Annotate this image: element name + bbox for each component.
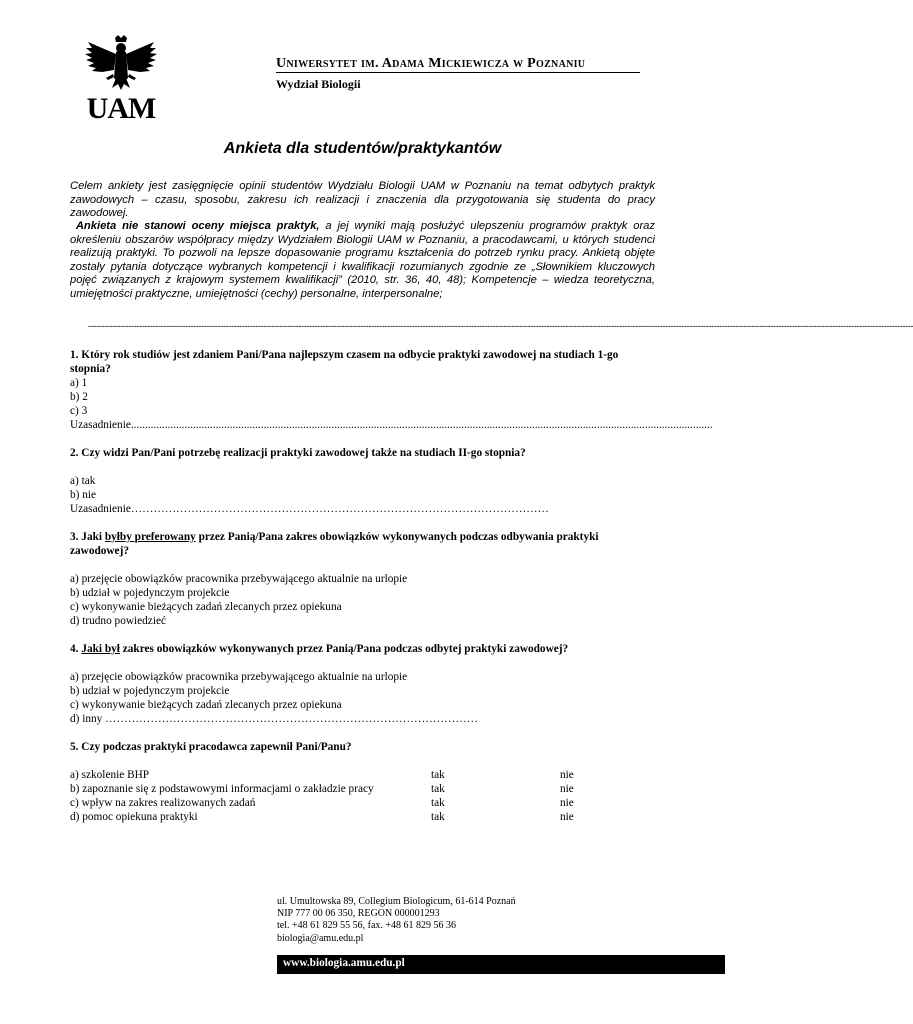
q2-justification-field[interactable]: Uzasadnienie…………………………………………………………………………………………………: [70, 503, 549, 515]
q5-row: [70, 782, 610, 796]
question-1: 1. Który rok studiów jest zdaniem Pani/Pana najlepszym czasem na odbycie praktyki zawodowej na studiach 1-go stopnia?: [70, 349, 619, 375]
question-2: 2. Czy widzi Pan/Pani potrzebę realizacji praktyki zawodowej także na studiach II-go stopnia?: [70, 447, 526, 459]
q2-option-b[interactable]: b) nie: [70, 489, 97, 501]
q1-justification-field[interactable]: Uzasadnienie..............................................................................................................................................................................................................: [70, 419, 713, 431]
q5-row-label: b) zapoznanie się z podstawowymi informacjami o zakładzie pracy: [70, 783, 374, 795]
q1-option-a[interactable]: a) 1: [70, 377, 88, 389]
footer-website-link[interactable]: www.biologia.amu.edu.pl: [283, 957, 405, 969]
q5-row-label: a) szkolenie BHP: [70, 769, 150, 781]
faculty-name: Wydział Biologii: [276, 77, 361, 91]
q5-row-label: c) wpływ na zakres realizowanych zadań: [70, 797, 256, 809]
intro-paragraph-1: Celem ankiety jest zasięgnięcie opinii studentów Wydziału Biologii UAM w Poznaniu na temat odbytych praktyk zawodowych – czasu, sposobu, zakresu ich realizacji i znaczenia dla przygotowania się studenta do pracy zawodowej.: [70, 180, 655, 219]
q4-option-a[interactable]: a) przejęcie obowiązków pracownika przebywającego aktualnie na urlopie: [70, 671, 408, 683]
intro-paragraph-2: [70, 220, 655, 301]
q4-prefix: 4.: [70, 643, 79, 655]
footer-email[interactable]: biologia@amu.edu.pl: [277, 933, 364, 944]
q5-row-no[interactable]: nie: [560, 769, 574, 781]
q5-row: [70, 768, 610, 782]
logo-text: UAM: [86, 92, 156, 125]
q3-option-d[interactable]: d) trudno powiedzieć: [70, 615, 166, 627]
university-name: Uniwersytet im. Adama Mickiewicza w Poznaniu: [276, 56, 586, 71]
q4-underlined: Jaki był: [81, 643, 120, 655]
q3-prefix: 3. Jaki: [70, 531, 103, 543]
eagle-emblem-icon: [82, 34, 160, 125]
q5-row-no[interactable]: nie: [560, 783, 574, 795]
question-4: [70, 642, 655, 656]
q3-option-c[interactable]: c) wykonywanie bieżących zadań zlecanych przez opiekuna: [70, 601, 342, 613]
survey-title: Ankieta dla studentów/praktykantów: [223, 140, 502, 157]
intro-paragraph-2-text: a jej wyniki mają posłużyć ulepszeniu programów praktyk oraz określeniu obszarów współpracy między Wydziałem Biologii UAM w Poznaniu, a pracodawcami, u których studenci realizują praktyki. To pozwoli na lepsze dopasowanie programu kształcenia do potrzeb rynku pracy. Ankietą objęte zostały pytania dotyczące wybranych kompetencji i kwalifikacji rozumianych zgodnie ze „Słownikiem kluczowych pojęć związanych z krajowym systemem kwalifikacji” (2010, str. 36, 40, 48); Kompetencje – wiedza teoretyczna, umiejętności praktyczne, umiejętności (cechy) personalne, interpersonalne;: [70, 220, 656, 300]
q3-suffix: przez Panią/Pana zakres obowiązków wykonywanych podczas odbywania praktyki zawodowej?: [70, 531, 599, 557]
question-3: [70, 530, 655, 558]
dashed-separator: ------------------------------------------------------------------------------------------------------------------------------------------------------------------------------------------------------------------------------------------------------------------------------------------------------------------: [88, 321, 913, 331]
header-divider: [276, 72, 640, 73]
question-5: 5. Czy podczas praktyki pracodawca zapewnił Pani/Panu?: [70, 741, 352, 753]
q1-option-c[interactable]: c) 3: [70, 405, 88, 417]
q4-option-b[interactable]: b) udział w pojedynczym projekcie: [70, 685, 230, 697]
q5-row: [70, 810, 610, 824]
q3-option-b[interactable]: b) udział w pojedynczym projekcie: [70, 587, 230, 599]
q3-option-a[interactable]: a) przejęcie obowiązków pracownika przebywającego aktualnie na urlopie: [70, 573, 408, 585]
footer-bar: [277, 955, 725, 974]
q4-suffix: zakres obowiązków wykonywanych przez Panią/Pana podczas odbytej praktyki zawodowej?: [122, 643, 569, 655]
footer-phone: tel. +48 61 829 55 56, fax. +48 61 829 56 36: [277, 920, 457, 931]
q5-row-yes[interactable]: tak: [431, 769, 445, 781]
q5-row-label: d) pomoc opiekuna praktyki: [70, 811, 198, 823]
q5-row-yes[interactable]: tak: [431, 783, 445, 795]
q5-row-no[interactable]: nie: [560, 811, 574, 823]
uam-logo: [82, 34, 160, 125]
q3-underlined: byłby preferowany: [104, 531, 196, 543]
footer-nip: NIP 777 00 06 350, REGON 000001293: [277, 908, 440, 919]
q1-option-b[interactable]: b) 2: [70, 391, 88, 403]
q5-row-yes[interactable]: tak: [431, 811, 445, 823]
q4-option-c[interactable]: c) wykonywanie bieżących zadań zlecanych przez opiekuna: [70, 699, 342, 711]
footer-address: ul. Umultowska 89, Collegium Biologicum, 61-614 Poznań: [277, 896, 516, 907]
q5-row-yes[interactable]: tak: [431, 797, 445, 809]
intro-emphasis: Ankieta nie stanowi oceny miejsca praktyk,: [75, 220, 320, 232]
q2-option-a[interactable]: a) tak: [70, 475, 96, 487]
q5-row: [70, 796, 610, 810]
q4-option-d[interactable]: d) inny ………………………………………………………………………………………: [70, 713, 478, 725]
q5-row-no[interactable]: nie: [560, 797, 574, 809]
